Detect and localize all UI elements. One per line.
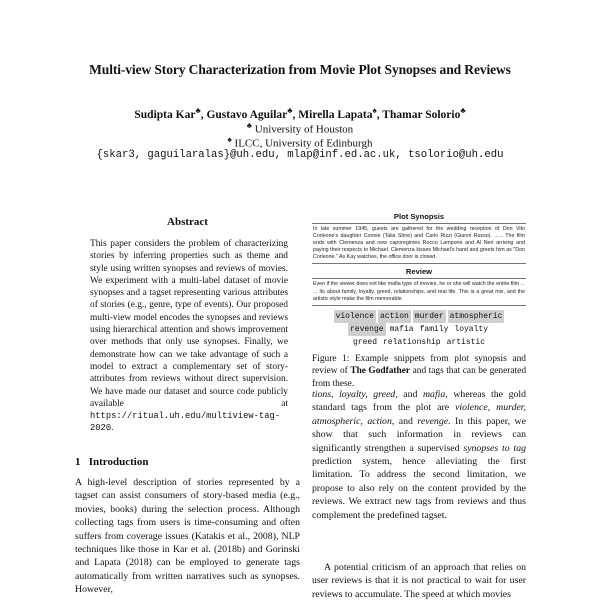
tag-review: family <box>419 324 449 334</box>
tag-row <box>312 310 526 323</box>
abstract-text: This paper considers the problem of characterizing stories by inferring properties such as theme and style using written synopses and reviews of movies. We experiment with a multi-label dataset of movie synopses and a tagset representing various attributes of stories (e.g., genre, type of events). Our proposed multi-view model encodes the synopses and reviews using hierarchical attention and shows improvement over methods that only use synopses. Finally, we demonstrate how can we take advantage of such a model to extract a complementary set of story-attributes from reviews without direct supervision. We have made our dataset and source code publicly available at <box>90 239 288 409</box>
paper-title: Multi-view Story Characterization from Movie Plot Synopses and Reviews <box>89 62 511 77</box>
abstract-url-end: . <box>111 423 114 434</box>
author-list: Sudipta Kar♣, Gustavo Aguilar♣, Mirella Lapata♠, Thamar Solorio♣ <box>134 106 466 121</box>
affiliation-text: ILCC, University of Edinburgh <box>234 137 373 150</box>
italic-text: synopses to tag <box>463 442 527 454</box>
tag-gold: revenge <box>349 324 384 334</box>
tag-gold: murder <box>414 311 444 321</box>
caption-movie-title: The Godfather <box>350 366 411 377</box>
affiliation-text: University of Houston <box>254 123 354 136</box>
caption-suffix: and tags that can be generated from these. <box>312 366 527 389</box>
affiliation-symbol: ♣ <box>287 106 293 115</box>
body-text: . In this paper, we show that such information in reviews can significantly strengthen a supervised <box>312 415 526 454</box>
body-text: prediction system, hence alleviating the first limitation. To address the second limitation, we propose to also rely on the content provided by the reviews. We extract new tags from reviews and thus complement the predefined tagset. <box>312 456 526 521</box>
section-title: Introduction <box>88 456 149 468</box>
affiliation-symbol: ♣ <box>246 121 253 130</box>
abstract-url[interactable]: https://ritual.uh.edu/multiview-tag-2020 <box>90 411 281 434</box>
review-text: Even if the viewer does not like mafia type of movies, he or she will watch the entire film ... ... Its about family, loyalty, greed, relationships, and real life. This is a great mix, and the artistic style make the film memorable. <box>312 278 526 305</box>
abstract-heading: Abstract <box>167 216 208 228</box>
plot-synopsis-text: In late summer 1945, guests are gathered for the wedding reception of Don Vito Corleone's daughter Connie (Talia Shire) and Carlo Rizzi (Gianni Russo). ...... The film ends with Clemenza and new caporegimes Rocco Lampone and Al Neri arriving and paying their respects to Michael. Clemenza kisses Michael's hand and greets him as "Don Corleone." As Kay watches, the office door is closed. <box>312 223 526 264</box>
affiliation-houston <box>0 121 600 136</box>
section-heading-introduction <box>75 456 148 468</box>
italic-text: mafia <box>422 389 446 400</box>
tag-review: mafia <box>389 324 414 334</box>
figure-1 <box>312 212 526 349</box>
affiliation-symbol: ♣ <box>195 106 201 115</box>
tag-review: artistic <box>446 337 486 347</box>
affiliation-symbol: ♠ <box>372 106 377 115</box>
italic-text: violence, murder, atmospheric, action <box>312 402 526 427</box>
author-name: Thamar Solorio <box>382 108 461 121</box>
affiliation-symbol: ♠ <box>227 135 232 144</box>
tag-gold: atmospheric <box>449 311 503 321</box>
author-emails: {skar3, gaguilaralas}@uh.edu, mlap@inf.ed.ac.uk, tsolorio@uh.edu <box>96 149 504 161</box>
italic-text: tions, loyalty, greed <box>312 389 396 400</box>
right-column-paragraph-1 <box>312 388 526 522</box>
tag-gold: violence <box>335 311 374 321</box>
tag-review: relationship <box>383 337 441 347</box>
tag-review: loyalty <box>454 324 489 334</box>
author-name: Gustavo Aguilar <box>206 108 288 121</box>
body-text: , whereas the gold standard tags from the plot are <box>312 389 527 414</box>
body-text: , and <box>391 415 413 427</box>
author-name: Sudipta Kar <box>134 108 196 121</box>
introduction-paragraph: A high-level description of stories represented by a tagset can assist consumers of story-based media (e.g., movies, books) during the selection process. Although collecting tags from users is time-consuming and often suffers from coverage issues (Katakis et al., 2008), NLP techniques like those in Kar et al. (2018b) and Gorinski and Lapata (2018) can be employed to generate tags automatically from written narratives such as synopses. However, <box>75 477 300 596</box>
tag-row <box>312 336 526 349</box>
section-number: 1 <box>75 456 81 468</box>
abstract-body <box>90 238 288 435</box>
affiliation-edinburgh <box>0 135 600 150</box>
review-heading: Review <box>405 267 433 277</box>
right-column-paragraph-2: A potential criticism of an approach that relies on user reviews is that it is not practical to wait for user reviews to accumulate. The speed at which movies <box>312 562 526 600</box>
tag-gold: action <box>379 311 409 321</box>
affiliation-symbol: ♣ <box>460 106 466 115</box>
tag-cloud <box>312 310 526 349</box>
body-text: , and <box>395 389 418 400</box>
plot-synopsis-heading: Plot Synopsis <box>393 212 445 221</box>
tag-review: greed <box>352 337 377 347</box>
figure-caption <box>312 353 526 390</box>
tag-row <box>312 323 526 336</box>
italic-text: revenge <box>417 415 449 427</box>
caption-prefix: Figure 1: Example snippets from plot synopsis and review of <box>312 354 526 377</box>
author-name: Mirella Lapata <box>298 108 373 121</box>
